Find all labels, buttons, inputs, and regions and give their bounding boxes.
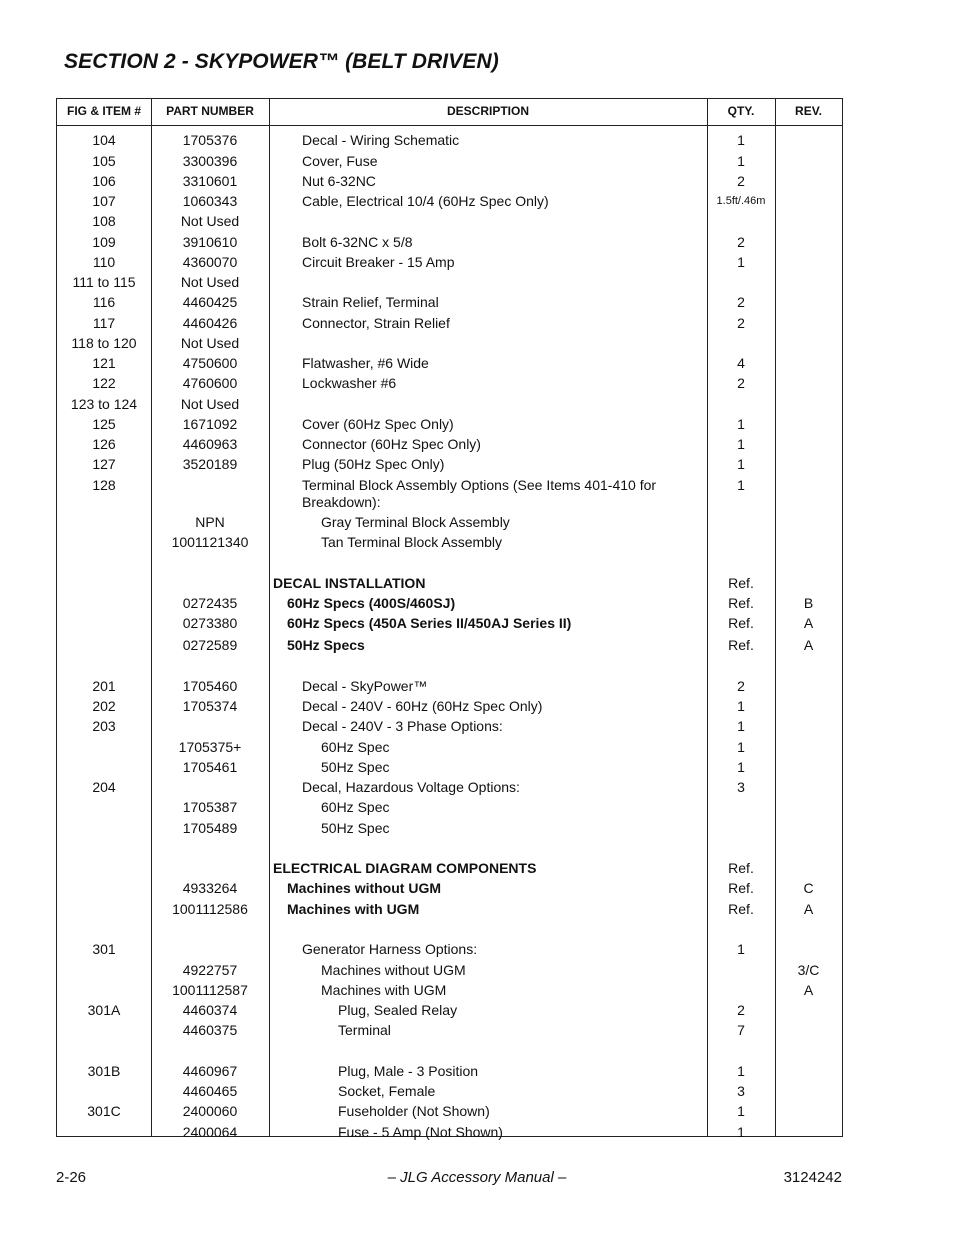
fig-item-cell: 301A: [87, 1002, 121, 1018]
fig-item-cell: 109: [92, 234, 116, 250]
part-number-cell: 4760600: [182, 375, 238, 391]
rev-cell: C: [803, 880, 814, 896]
part-number-cell: Not Used: [180, 396, 240, 412]
fig-item-cell: 121: [92, 355, 116, 371]
part-number-cell: 4360070: [182, 254, 238, 270]
description-cell: Decal - SkyPower™: [302, 678, 428, 694]
fig-item-cell: 125: [92, 416, 116, 432]
description-cell: Plug, Sealed Relay: [338, 1002, 458, 1018]
description-cell: Strain Relief, Terminal: [302, 294, 439, 310]
rev-cell: A: [803, 615, 814, 631]
fig-item-cell: 117: [92, 315, 116, 331]
fig-item-cell: 203: [92, 718, 116, 734]
fig-item-cell: 204: [92, 779, 116, 795]
qty-cell: Ref.: [728, 860, 754, 876]
table-header: [57, 99, 842, 126]
qty-cell: Ref.: [728, 595, 754, 611]
part-number-cell: 1671092: [182, 416, 238, 432]
rev-cell: A: [803, 982, 814, 998]
qty-cell: Ref.: [728, 637, 754, 653]
header-fig-item: FIG & ITEM #: [66, 104, 141, 118]
part-number-cell: 3520189: [182, 456, 238, 472]
fig-item-cell: 202: [92, 698, 116, 714]
part-number-cell: 1001112586: [172, 901, 248, 917]
qty-cell: 1: [737, 739, 745, 755]
header-qty: QTY.: [727, 104, 755, 118]
part-number-cell: 3910610: [182, 234, 238, 250]
qty-cell: 2: [737, 1002, 745, 1018]
description-cell: DECAL INSTALLATION: [273, 575, 426, 591]
description-cell: Flatwasher, #6 Wide: [302, 355, 429, 371]
qty-cell: 2: [737, 294, 745, 310]
description-cell: Nut 6-32NC: [302, 173, 376, 189]
fig-item-cell: 104: [92, 132, 116, 148]
fig-item-cell: 301: [92, 941, 116, 957]
header-part-number: PART NUMBER: [166, 104, 254, 118]
fig-item-cell: 127: [92, 456, 116, 472]
part-number-cell: Not Used: [180, 213, 240, 229]
fig-item-cell: 122: [92, 375, 116, 391]
description-cell: Gray Terminal Block Assembly: [321, 514, 510, 530]
qty-cell: 1: [737, 759, 745, 775]
fig-item-cell: 105: [92, 153, 116, 169]
qty-cell: 1: [737, 132, 745, 148]
description-cell: 50Hz Spec: [321, 759, 390, 775]
description-cell: Terminal: [338, 1022, 391, 1038]
rev-cell: A: [803, 901, 814, 917]
part-number-cell: 4933264: [182, 880, 238, 896]
rev-cell: 3/C: [797, 962, 820, 978]
qty-cell: Ref.: [728, 575, 754, 591]
fig-item-cell: 107: [92, 193, 116, 209]
description-cell: ELECTRICAL DIAGRAM COMPONENTS: [273, 860, 537, 876]
description-cell: Plug (50Hz Spec Only): [302, 456, 445, 472]
part-number-cell: 4460963: [182, 436, 238, 452]
description-cell: Fuse - 5 Amp (Not Shown): [338, 1124, 503, 1140]
column-divider: [269, 99, 270, 1136]
part-number-cell: 4460374: [182, 1002, 238, 1018]
rev-cell: A: [803, 637, 814, 653]
fig-item-cell: 108: [92, 213, 116, 229]
part-number-cell: Not Used: [180, 335, 240, 351]
description-cell: Decal - 240V - 60Hz (60Hz Spec Only): [302, 698, 543, 714]
fig-item-cell: 106: [92, 173, 116, 189]
part-number-cell: 4460426: [182, 315, 238, 331]
part-number-cell: NPN: [195, 514, 225, 530]
description-cell: Machines with UGM: [287, 901, 420, 917]
fig-item-cell: 111 to 115: [72, 274, 136, 290]
part-number-cell: 1705489: [182, 820, 238, 836]
qty-cell: 1: [737, 436, 745, 452]
part-number-cell: Not Used: [180, 274, 240, 290]
description-cell: 60Hz Spec: [321, 799, 390, 815]
fig-item-cell: 128: [92, 477, 116, 493]
qty-cell: 1: [737, 153, 745, 169]
part-number-cell: 0273380: [182, 615, 238, 631]
description-cell: Bolt 6-32NC x 5/8: [302, 234, 413, 250]
page-number: 2-26: [56, 1169, 87, 1186]
part-number-cell: 4460425: [182, 294, 238, 310]
qty-cell: 1: [737, 941, 745, 957]
description-cell: 50Hz Spec: [321, 820, 390, 836]
qty-cell: 1: [737, 416, 745, 432]
part-number-cell: 4750600: [182, 355, 238, 371]
fig-item-cell: 123 to 124: [70, 396, 138, 412]
qty-cell: 2: [737, 678, 745, 694]
fig-item-cell: 110: [92, 254, 116, 270]
qty-cell: Ref.: [728, 901, 754, 917]
description-cell: Machines with UGM: [321, 982, 447, 998]
qty-cell: 2: [737, 234, 745, 250]
description-cell: Lockwasher #6: [302, 375, 397, 391]
fig-item-cell: 118 to 120: [71, 335, 137, 351]
fig-item-cell: 116: [92, 294, 116, 310]
part-number-cell: 1705376: [182, 132, 238, 148]
qty-cell: 1: [737, 1103, 745, 1119]
part-number-cell: 4460465: [182, 1083, 238, 1099]
fig-item-cell: 201: [92, 678, 116, 694]
part-number-cell: 1001112587: [172, 982, 248, 998]
fig-item-cell: 301C: [87, 1103, 121, 1119]
part-number-cell: 1060343: [182, 193, 238, 209]
description-cell: Circuit Breaker - 15 Amp: [302, 254, 455, 270]
part-number-cell: 3310601: [182, 173, 238, 189]
qty-cell: 1: [737, 456, 745, 472]
description-cell: Generator Harness Options:: [302, 941, 478, 957]
description-cell: Machines without UGM: [287, 880, 441, 896]
description-cell: Connector (60Hz Spec Only): [302, 436, 481, 452]
description-cell: Connector, Strain Relief: [302, 315, 450, 331]
rev-cell: B: [803, 595, 814, 611]
qty-cell: 2: [737, 375, 745, 391]
part-number-cell: 1705375+: [178, 739, 242, 755]
part-number-cell: 1705461: [182, 759, 238, 775]
description-cell: Decal - 240V - 3 Phase Options:: [302, 718, 503, 734]
description-cell: Cover (60Hz Spec Only): [302, 416, 454, 432]
qty-cell: 2: [737, 315, 745, 331]
description-cell: Decal - Wiring Schematic: [302, 132, 460, 148]
description-cell: Decal, Hazardous Voltage Options:: [302, 779, 520, 795]
part-number-cell: 2400064: [182, 1124, 238, 1140]
part-number-cell: 1705374: [182, 698, 238, 714]
fig-item-cell: 301B: [87, 1063, 121, 1079]
qty-cell: 1: [737, 1063, 745, 1079]
description-cell: Cover, Fuse: [302, 153, 378, 169]
parts-table: [56, 98, 843, 1140]
qty-cell: 7: [737, 1022, 745, 1038]
qty-cell: Ref.: [728, 615, 754, 631]
part-number-cell: 4922757: [182, 962, 238, 978]
qty-cell: 4: [737, 355, 745, 371]
description-cell: Plug, Male - 3 Position: [338, 1063, 479, 1079]
qty-cell: 3: [737, 779, 745, 795]
description-cell: Socket, Female: [338, 1083, 436, 1099]
header-description: DESCRIPTION: [446, 104, 529, 118]
qty-cell: 1: [737, 698, 745, 714]
description-cell: 60Hz Specs (400S/460SJ): [287, 595, 456, 611]
description-cell: Cable, Electrical 10/4 (60Hz Spec Only): [302, 193, 549, 209]
description-cell: Machines without UGM: [321, 962, 466, 978]
description-cell: Tan Terminal Block Assembly: [321, 534, 503, 550]
manual-title: – JLG Accessory Manual –: [387, 1169, 567, 1186]
qty-cell: 2: [737, 173, 745, 189]
part-number-cell: 4460375: [182, 1022, 238, 1038]
part-number-cell: 1001121340: [171, 534, 249, 550]
description-cell: Fuseholder (Not Shown): [338, 1103, 490, 1119]
qty-cell: 3: [737, 1083, 745, 1099]
description-cell: 60Hz Spec: [321, 739, 390, 755]
part-number-cell: 1705387: [182, 799, 238, 815]
description-cell: 60Hz Specs (450A Series II/450AJ Series II): [287, 615, 572, 631]
part-number-cell: 4460967: [182, 1063, 238, 1079]
qty-cell: 1: [737, 477, 745, 493]
qty-cell: 1: [737, 718, 745, 734]
header-rev: REV.: [795, 104, 822, 118]
part-number-cell: 0272589: [182, 637, 238, 653]
part-number-cell: 2400060: [182, 1103, 238, 1119]
part-number-cell: 0272435: [182, 595, 238, 611]
qty-cell: 1.5ft/.46m: [716, 195, 766, 207]
document-number: 3124242: [783, 1169, 842, 1186]
fig-item-cell: 126: [92, 436, 116, 452]
description-cell: 50Hz Specs: [287, 637, 365, 653]
qty-cell: Ref.: [728, 880, 754, 896]
part-number-cell: 1705460: [182, 678, 238, 694]
part-number-cell: 3300396: [182, 153, 238, 169]
qty-cell: 1: [737, 254, 745, 270]
description-cell: Terminal Block Assembly Options (See Items 401-410 for Breakdown):: [302, 477, 657, 510]
section-title: SECTION 2 - SKYPOWER™ (BELT DRIVEN): [64, 50, 499, 73]
qty-cell: 1: [737, 1124, 745, 1140]
